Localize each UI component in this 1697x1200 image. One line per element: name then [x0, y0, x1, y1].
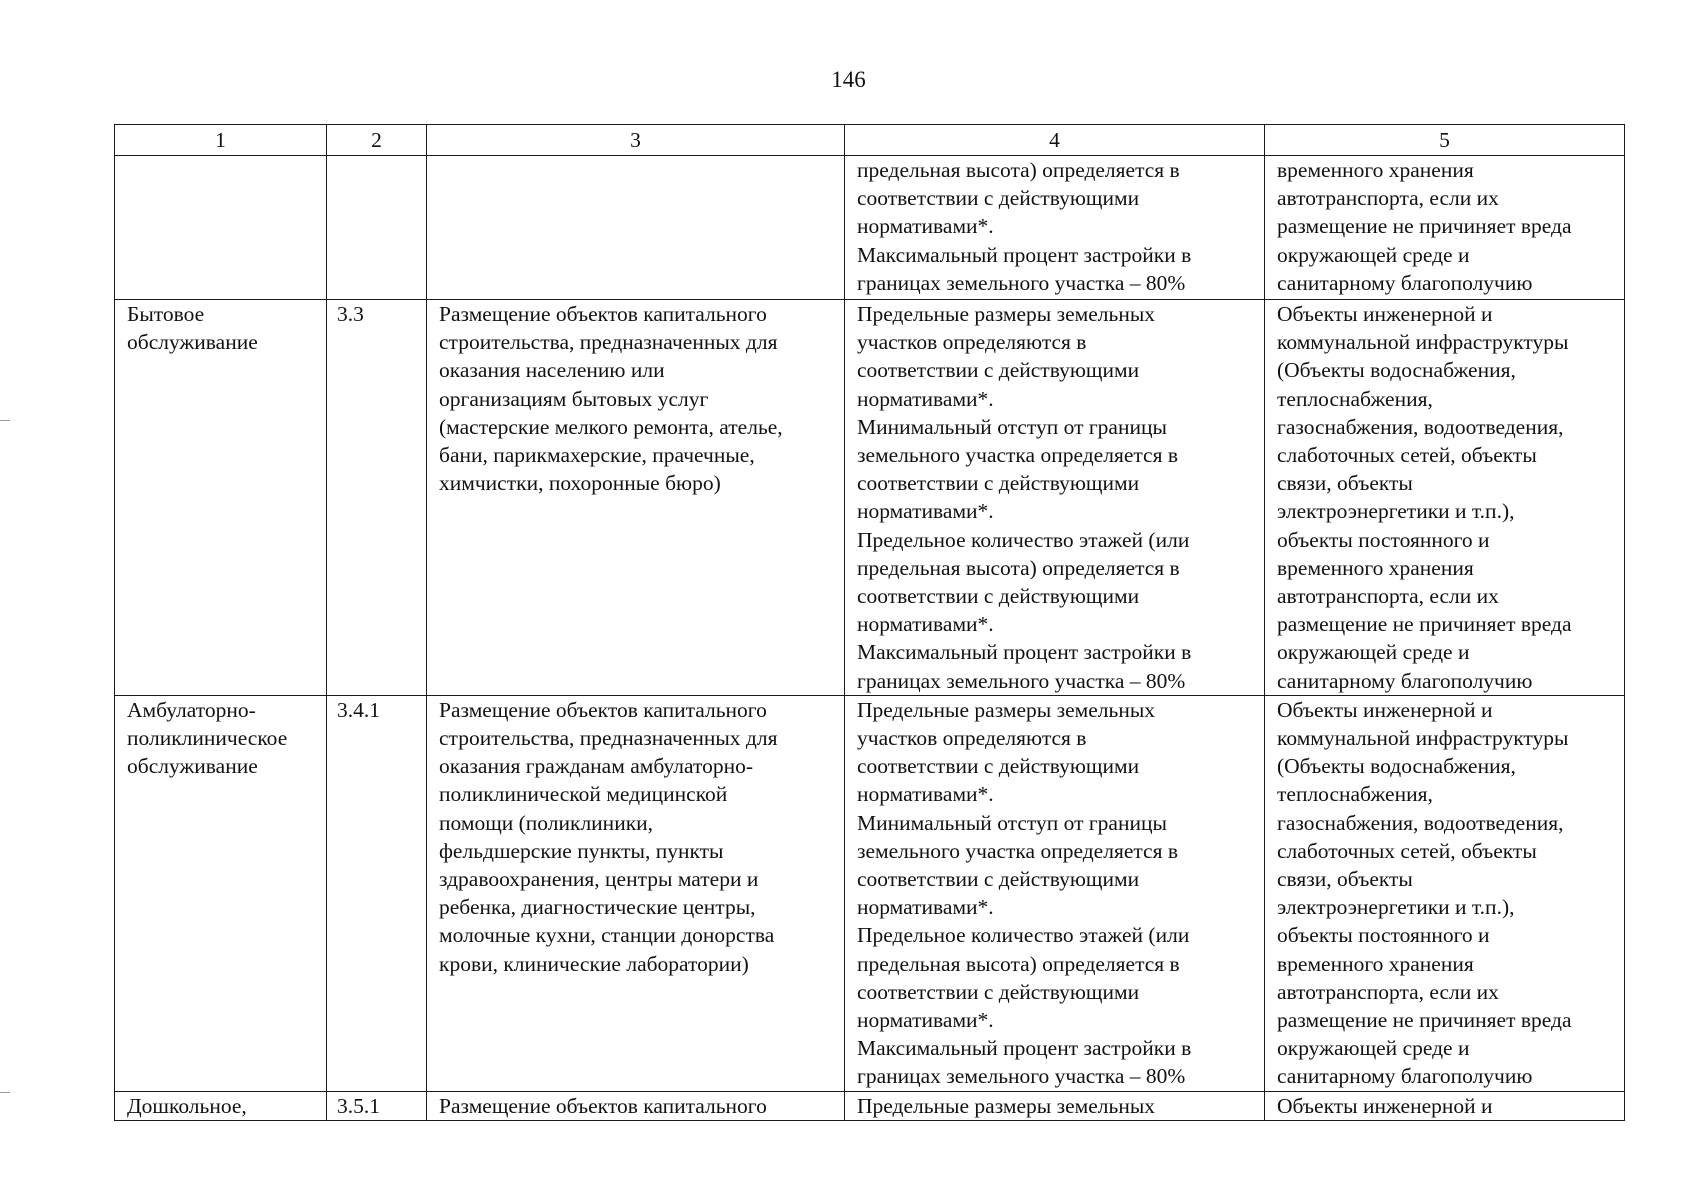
- table-row-consumer-services: [115, 300, 1625, 696]
- header-col-4: 4: [845, 125, 1265, 156]
- table-row-continuation: [115, 156, 1625, 300]
- margin-mark-left-bottom: [0, 1092, 10, 1093]
- cell-land-use-name: Дошкольное,: [115, 1091, 327, 1120]
- cell-auxiliary-uses: временного хранения автотранспорта, если их размещение не причиняет вреда окружающей среде и санитарному благополучию: [1265, 156, 1625, 300]
- cell-description: Размещение объектов капитального: [427, 1091, 845, 1120]
- header-col-1: 1: [115, 125, 327, 156]
- table-row-outpatient-care: [115, 695, 1625, 1091]
- cell-auxiliary-uses: Объекты инженерной и: [1265, 1091, 1625, 1120]
- cell-description: [427, 156, 845, 300]
- page-number: 146: [831, 67, 866, 92]
- cell-land-use-code: 3.5.1: [327, 1091, 427, 1120]
- cell-land-use-name: Амбулаторно- поликлиническое обслуживание: [115, 695, 327, 1091]
- cell-parameters: Предельные размеры земельных участков определяются в соответствии с действующими нормативами*. Минимальный отступ от границы земельного участка определяется в соответствии с действующими нормативами*. Предельное количество этажей (или предельная высота) определяется в соответствии с действующими нормативами*. Максимальный процент застройки в границах земельного участка – 80%: [845, 300, 1265, 696]
- header-col-5: 5: [1265, 125, 1625, 156]
- cell-land-use-code: 3.4.1: [327, 695, 427, 1091]
- cell-parameters: Предельные размеры земельных участков определяются в соответствии с действующими нормативами*. Минимальный отступ от границы земельного участка определяется в соответствии с действующими нормативами*. Предельное количество этажей (или предельная высота) определяется в соответствии с действующими нормативами*. Максимальный процент застройки в границах земельного участка – 80%: [845, 695, 1265, 1091]
- land-use-table: [114, 124, 1625, 1121]
- header-col-2: 2: [327, 125, 427, 156]
- cell-land-use-code: [327, 156, 427, 300]
- table-header-row: [115, 125, 1625, 156]
- cell-auxiliary-uses: Объекты инженерной и коммунальной инфраструктуры (Объекты водоснабжения, теплоснабжения, газоснабжения, водоотведения, слаботочных сетей, объекты связи, объекты электроэнергетики и т.п.), объекты постоянного и временного хранения автотранспорта, если их размещение не причиняет вреда окружающей среде и санитарному благополучию: [1265, 300, 1625, 696]
- cell-parameters: Предельные размеры земельных: [845, 1091, 1265, 1120]
- cell-land-use-name: Бытовое обслуживание: [115, 300, 327, 696]
- cell-land-use-code: 3.3: [327, 300, 427, 696]
- cell-parameters: предельная высота) определяется в соответствии с действующими нормативами*. Максимальный процент застройки в границах земельного участка – 80%: [845, 156, 1265, 300]
- header-col-3: 3: [427, 125, 845, 156]
- table-row-preschool: [115, 1091, 1625, 1120]
- cell-auxiliary-uses: Объекты инженерной и коммунальной инфраструктуры (Объекты водоснабжения, теплоснабжения, газоснабжения, водоотведения, слаботочных сетей, объекты связи, объекты электроэнергетики и т.п.), объекты постоянного и временного хранения автотранспорта, если их размещение не причиняет вреда окружающей среде и санитарному благополучию: [1265, 695, 1625, 1091]
- cell-land-use-name: [115, 156, 327, 300]
- cell-description: Размещение объектов капитального строительства, предназначенных для оказания гражданам амбулаторно- поликлинической медицинской помощи (поликлиники, фельдшерские пункты, пункты здравоохранения, центры матери и ребенка, диагностические центры, молочные кухни, станции донорства крови, клинические лаборатории): [427, 695, 845, 1091]
- margin-mark-left: [0, 420, 10, 421]
- cell-description: Размещение объектов капитального строительства, предназначенных для оказания населению или организациям бытовых услуг (мастерские мелкого ремонта, ателье, бани, парикмахерские, прачечные, химчистки, похоронные бюро): [427, 300, 845, 696]
